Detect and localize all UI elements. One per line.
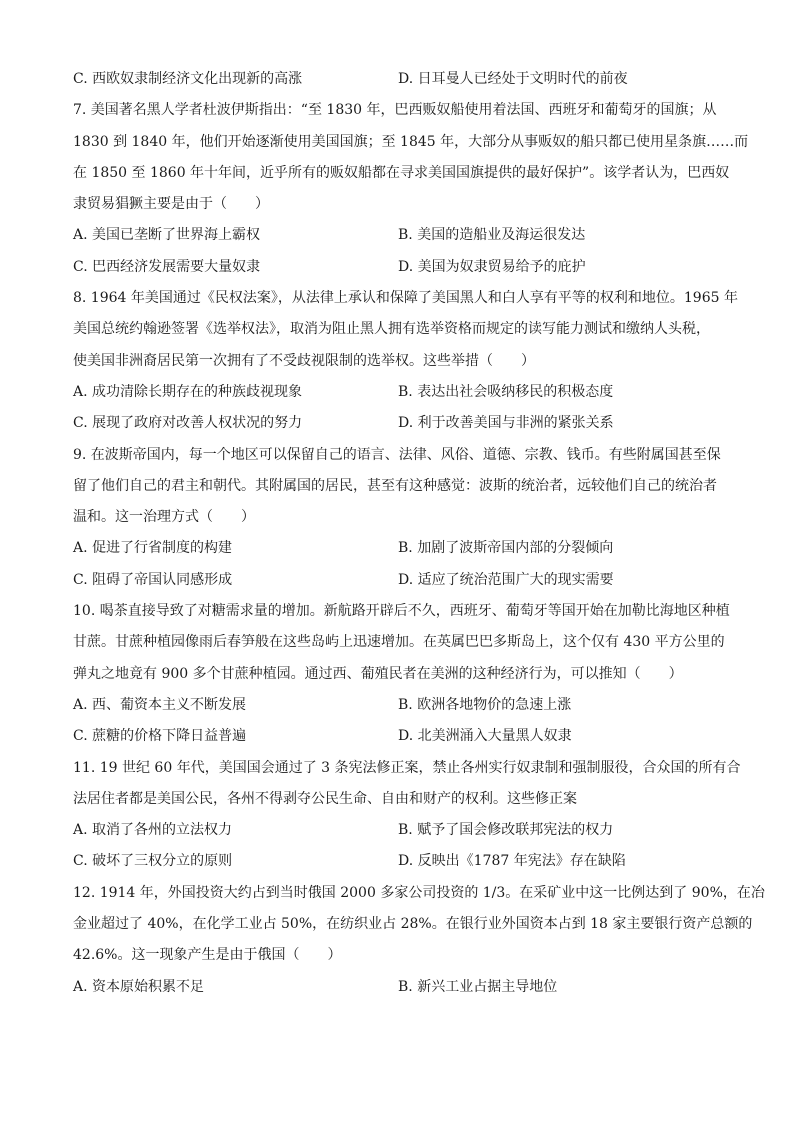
question-text-line: 留了他们自己的君主和朝代。其附属国的居民，甚至有这种感觉：波斯的统治者，远较他们自己的统治者	[73, 477, 717, 494]
answer-option: B. 美国的造船业及海运很发达	[398, 227, 586, 244]
answer-option: B. 新兴工业占据主导地位	[398, 978, 558, 995]
question-content	[73, 64, 765, 1003]
answer-option: D. 日耳曼人已经处于文明时代的前夜	[398, 71, 628, 87]
question-text-line: 使美国非洲裔居民第一次拥有了不受歧视限制的选举权。这些举措（ ）	[73, 352, 535, 369]
option-row	[73, 690, 723, 721]
answer-option: A. 成功清除长期存在的种族歧视现象	[73, 383, 303, 400]
answer-option: C. 蔗糖的价格下降日益普遍	[73, 728, 247, 745]
option-row	[73, 220, 723, 251]
question-text-line: 金业超过了 40%，在化学工业占 50%，在纺织业占 28%。在银行业外国资本占到 18 家主要银行资产总额的	[73, 916, 753, 933]
question-text-line: 11. 19 世纪 60 年代，美国国会通过了 3 条宪法修正案，禁止各州实行奴隶制和强制服役，合众国的所有合	[73, 759, 741, 776]
option-row	[73, 815, 723, 846]
question-text-line: 在 1850 至 1860 年十年间，近乎所有的贩奴船都在寻求美国国旗提供的最好保护”。该学者认为，巴西奴	[73, 164, 730, 181]
answer-option: C. 阻碍了帝国认同感形成	[73, 571, 233, 588]
answer-option: B. 表达出社会吸纳移民的积极态度	[398, 383, 614, 400]
answer-option: A. 促进了行省制度的构建	[73, 540, 233, 557]
answer-option: D. 美国为奴隶贸易给予的庇护	[398, 258, 586, 275]
answer-option: C. 破坏了三权分立的原则	[73, 853, 233, 870]
option-row	[73, 252, 723, 283]
option-row	[73, 64, 723, 95]
answer-option: C. 展现了政府对改善人权状况的努力	[73, 415, 303, 432]
question-text-line: 7. 美国著名黑人学者杜波伊斯指出：“至 1830 年，巴西贩奴船使用着法国、西班牙和葡萄牙的国旗；从	[73, 102, 717, 119]
option-row	[73, 972, 723, 1003]
option-row	[73, 377, 723, 408]
answer-option: B. 欧洲各地物价的急速上涨	[398, 696, 572, 713]
answer-option: D. 适应了统治范围广大的现实需要	[398, 571, 614, 588]
question-text-line: 9. 在波斯帝国内，每一个地区可以保留自己的语言、法律、风俗、道德、宗教、钱币。有些附属国甚至保	[73, 446, 721, 463]
question-text-line: 甘蔗。甘蔗种植园像雨后春笋般在这些岛屿上迅速增加。在英属巴巴多斯岛上，这个仅有 430 平方公里的	[73, 634, 725, 651]
question-text-line: 8. 1964 年美国通过《民权法案》，从法律上承认和保障了美国黑人和白人享有平等的权利和地位。1965 年	[73, 290, 738, 307]
answer-option: D. 反映出《1787 年宪法》存在缺陷	[398, 853, 626, 870]
answer-option: C. 西欧奴隶制经济文化出现新的高涨	[73, 71, 303, 87]
option-row	[73, 408, 723, 439]
question-text-line: 温和。这一治理方式（ ）	[73, 509, 255, 526]
answer-option: D. 利于改善美国与非洲的紧张关系	[398, 415, 614, 432]
option-row	[73, 565, 723, 596]
answer-option: A. 取消了各州的立法权力	[73, 822, 233, 839]
question-text-line: 美国总统约翰逊签署《选举权法》，取消为阻止黑人拥有选举资格而规定的读写能力测试和缴纳人头税，	[73, 321, 710, 338]
option-row	[73, 533, 723, 564]
answer-option: C. 巴西经济发展需要大量奴隶	[73, 258, 261, 275]
question-text-line: 弹丸之地竟有 900 多个甘蔗种植园。通过西、葡殖民者在美洲的这种经济行为，可以推知（ ）	[73, 665, 683, 682]
question-text-line: 隶贸易猖獗主要是由于（ ）	[73, 196, 269, 213]
question-text-line: 42.6%。这一现象产生是由于俄国（ ）	[73, 947, 342, 964]
answer-option: A. 美国已垄断了世界海上霸权	[73, 227, 261, 244]
answer-option: A. 西、葡资本主义不断发展	[73, 696, 247, 713]
answer-option: D. 北美洲涌入大量黑人奴隶	[398, 728, 572, 745]
answer-option: B. 赋予了国会修改联邦宪法的权力	[398, 822, 614, 839]
question-text-line: 1830 到 1840 年，他们开始逐渐使用美国国旗；至 1845 年，大部分从事贩奴的船只都已使用星条旗……而	[73, 133, 749, 150]
option-row	[73, 846, 723, 877]
question-text-line: 法居住者都是美国公民，各州不得剥夺公民生命、自由和财产的权利。这些修正案	[73, 790, 577, 807]
answer-option: B. 加剧了波斯帝国内部的分裂倾向	[398, 540, 614, 557]
question-text-line: 12. 1914 年，外国投资大约占到当时俄国 2000 多家公司投资的 1/3。在采矿业中这一比例达到了 90%，在冶	[73, 884, 765, 901]
question-text-line: 10. 喝茶直接导致了对糖需求量的增加。新航路开辟后不久，西班牙、葡萄牙等国开始在加勒比海地区种植	[73, 603, 730, 620]
option-row	[73, 721, 723, 752]
answer-option: A. 资本原始积累不足	[73, 978, 205, 995]
